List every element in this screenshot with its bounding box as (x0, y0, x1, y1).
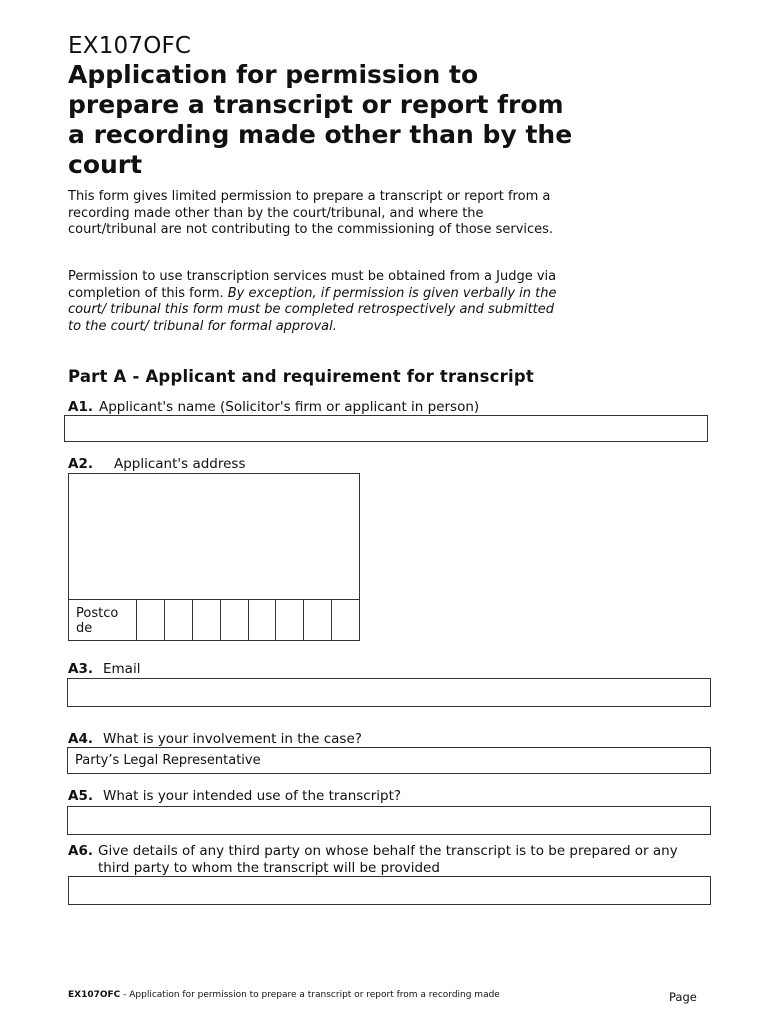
a2-number: A2. (68, 456, 93, 472)
intro-paragraph-2 (68, 269, 568, 335)
third-party-field[interactable] (68, 876, 711, 905)
postcode-row (69, 599, 359, 640)
applicant-address-box (68, 473, 360, 641)
postcode-cell[interactable] (304, 600, 332, 640)
email-field[interactable] (67, 678, 711, 707)
postcode-label: Postco de (69, 600, 137, 640)
a1-label: Applicant's name (Solicitor's firm or applicant in person) (98, 399, 480, 415)
postcode-cell[interactable] (249, 600, 277, 640)
a4-number: A4. (68, 731, 93, 747)
a4-question (68, 731, 362, 747)
a4-label: What is your involvement in the case? (102, 731, 362, 747)
a6-number: A6. (68, 843, 93, 859)
a5-question (68, 788, 401, 804)
intro-paragraph-2-plain: Permission to use transcription services must be obtained from a Judge via completion of this form. (68, 269, 557, 301)
postcode-cell[interactable] (193, 600, 221, 640)
intended-use-field[interactable] (67, 806, 711, 835)
footer-code: EX107OFC (68, 990, 121, 1000)
applicant-name-field[interactable] (64, 415, 708, 442)
postcode-cell[interactable] (276, 600, 304, 640)
footer-text: - Application for permission to prepare a transcript or report from a recording made (120, 990, 500, 1000)
a1-question (68, 399, 479, 415)
part-a-heading: Part A - Applicant and requirement for transcript (68, 367, 534, 386)
page-title: Application for permission to prepare a transcript or report from a recording made other than by the court (68, 60, 573, 179)
a3-number: A3. (68, 661, 93, 677)
postcode-cell[interactable] (165, 600, 193, 640)
page-label: Page (669, 990, 697, 1004)
a3-question (68, 661, 140, 677)
intro-paragraph-1: This form gives limited permission to prepare a transcript or report from a recording made other than by the court/tribunal, and where the court/tribunal are not contributing to the commissioning of those services. (68, 189, 554, 237)
postcode-cell[interactable] (332, 600, 359, 640)
form-code: EX107OFC (68, 33, 192, 59)
a3-label: Email (102, 661, 141, 677)
involvement-field[interactable]: Party’s Legal Representative (67, 747, 711, 774)
a6-question (68, 843, 708, 876)
applicant-address-field[interactable] (69, 474, 359, 606)
intro-paragraph-2-italic: By exception, if permission is given verbally in the court/ tribunal this form must be completed retrospectively and submitted to the court/ tribunal for formal approval. (68, 285, 557, 334)
a2-question (68, 456, 245, 472)
postcode-cell[interactable] (137, 600, 165, 640)
footer (68, 990, 500, 1000)
a1-number: A1. (68, 399, 93, 415)
a6-label: Give details of any third party on whose behalf the transcript is to be prepared or any third party to whom the transcript will be provided (97, 843, 678, 876)
a5-label: What is your intended use of the transcript? (102, 788, 402, 804)
postcode-cell[interactable] (221, 600, 249, 640)
a2-label: Applicant's address (113, 456, 246, 472)
a5-number: A5. (68, 788, 93, 804)
